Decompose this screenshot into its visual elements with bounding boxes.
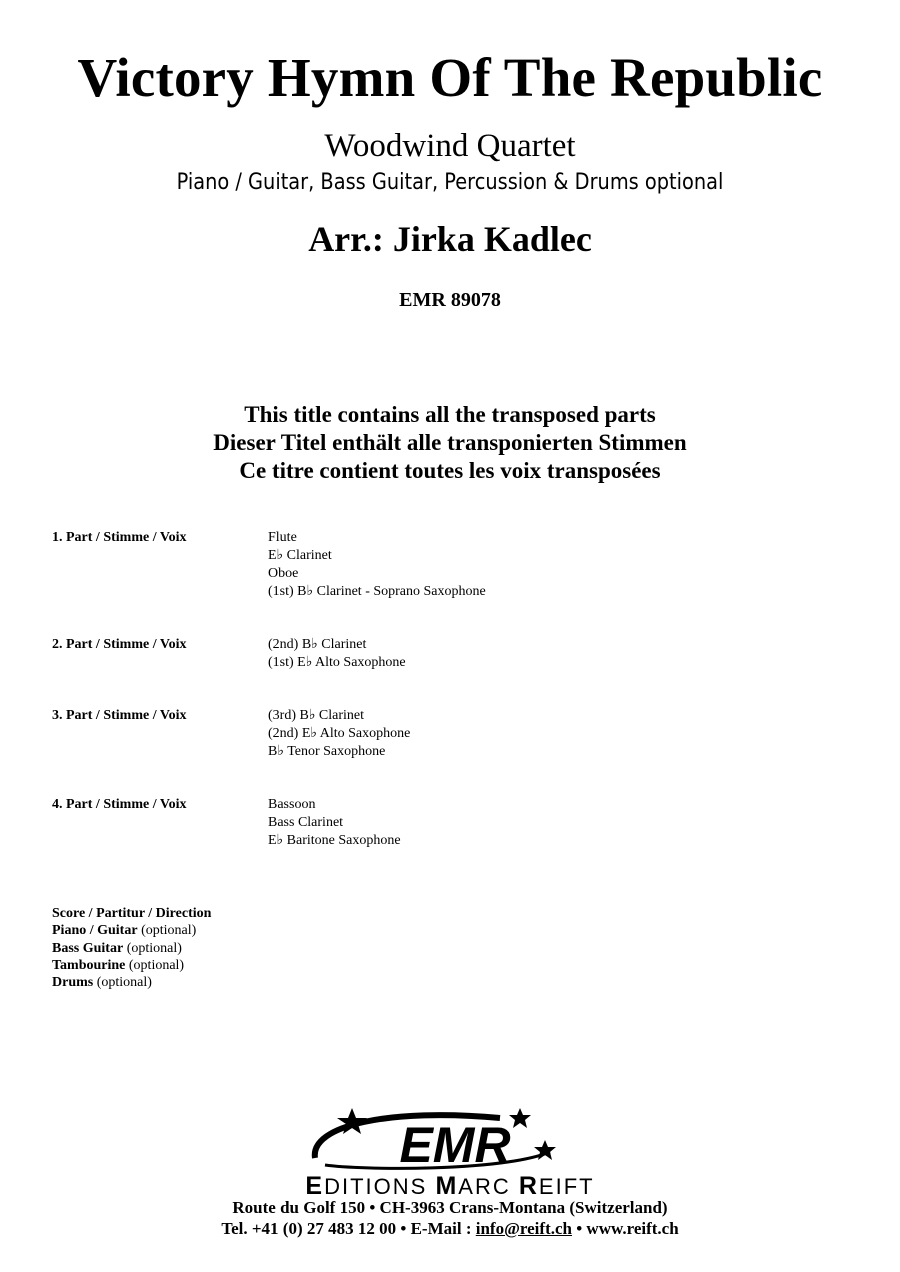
- extra-parts: [52, 905, 211, 991]
- part-1-item: (1st) B♭ Clarinet - Soprano Saxophone: [268, 584, 486, 599]
- notice-french: Ce titre contient toutes les voix transposées: [239, 458, 661, 483]
- catalog-number: EMR 89078: [399, 289, 501, 311]
- web-text[interactable]: • www.reift.ch: [571, 1219, 679, 1238]
- part-2-label: 2. Part / Stimme / Voix: [52, 637, 187, 652]
- tel-text: Tel. +41 (0) 27 483 12 00 • E-Mail :: [221, 1219, 476, 1238]
- brand-initial-e: E: [305, 1172, 325, 1200]
- bass-label: Bass Guitar: [52, 940, 124, 956]
- part-3-item: (2nd) E♭ Alto Saxophone: [268, 726, 411, 741]
- part-1-item: E♭ Clarinet: [268, 548, 332, 563]
- publisher-address: Route du Golf 150 • CH-3963 Crans-Montana (Switzerland): [232, 1198, 668, 1217]
- brand-initial-m: M: [435, 1172, 459, 1200]
- brand-eift: EIFT: [538, 1174, 595, 1199]
- bass-line: [52, 940, 211, 957]
- brand-ditions: DITIONS: [324, 1174, 436, 1199]
- emr-logo: [300, 1100, 600, 1180]
- part-4-item: Bass Clarinet: [268, 815, 344, 830]
- emr-logo-graphic: [300, 1100, 600, 1180]
- piano-optional: (optional): [141, 923, 197, 939]
- part-2-list: [268, 636, 406, 672]
- part-1-list: [268, 529, 486, 601]
- part-3-item: (3rd) B♭ Clarinet: [268, 708, 365, 723]
- part-1-item: Oboe: [268, 566, 299, 581]
- logo-text: EMR: [399, 1117, 511, 1173]
- drums-label: Drums: [52, 975, 94, 991]
- star-icon: [509, 1108, 531, 1128]
- notice-english: This title contains all the transposed parts: [244, 402, 656, 427]
- tambourine-label: Tambourine: [52, 957, 126, 973]
- notice-german: Dieser Titel enthält alle transponierten Stimmen: [213, 430, 687, 455]
- subtitle: Woodwind Quartet: [324, 128, 576, 164]
- part-3-label: 3. Part / Stimme / Voix: [52, 708, 187, 723]
- drums-line: [52, 974, 211, 991]
- part-3-item: B♭ Tenor Saxophone: [268, 744, 386, 759]
- part-4-item: Bassoon: [268, 797, 316, 812]
- drums-optional: (optional): [96, 975, 152, 991]
- score-line: [52, 905, 211, 922]
- instrumentation: Piano / Guitar, Bass Guitar, Percussion & Drums optional: [176, 170, 724, 195]
- score-label: Score / Partitur / Direction: [52, 906, 212, 921]
- part-2-item: (2nd) B♭ Clarinet: [268, 637, 367, 652]
- brand-initial-r: R: [518, 1172, 539, 1200]
- arranger: Arr.: Jirka Kadlec: [308, 219, 592, 259]
- tambourine-optional: (optional): [128, 957, 185, 973]
- part-4-list: [268, 796, 401, 850]
- piano-label: Piano / Guitar: [52, 923, 138, 939]
- publisher-contact: [0, 1219, 900, 1239]
- part-1-label: 1. Part / Stimme / Voix: [52, 530, 187, 545]
- bass-optional: (optional): [126, 940, 182, 956]
- tambourine-line: [52, 957, 211, 974]
- title: Victory Hymn Of The Republic: [77, 47, 823, 108]
- part-4-item: E♭ Baritone Saxophone: [268, 833, 401, 848]
- part-1-item: Flute: [268, 530, 297, 545]
- part-4-label: 4. Part / Stimme / Voix: [52, 797, 187, 812]
- part-2-item: (1st) E♭ Alto Saxophone: [268, 655, 406, 670]
- email-link[interactable]: info@reift.ch: [475, 1219, 572, 1238]
- brand-arc: ARC: [458, 1174, 519, 1199]
- piano-line: [52, 922, 211, 939]
- publisher-name: [0, 1172, 900, 1201]
- part-3-list: [268, 707, 410, 761]
